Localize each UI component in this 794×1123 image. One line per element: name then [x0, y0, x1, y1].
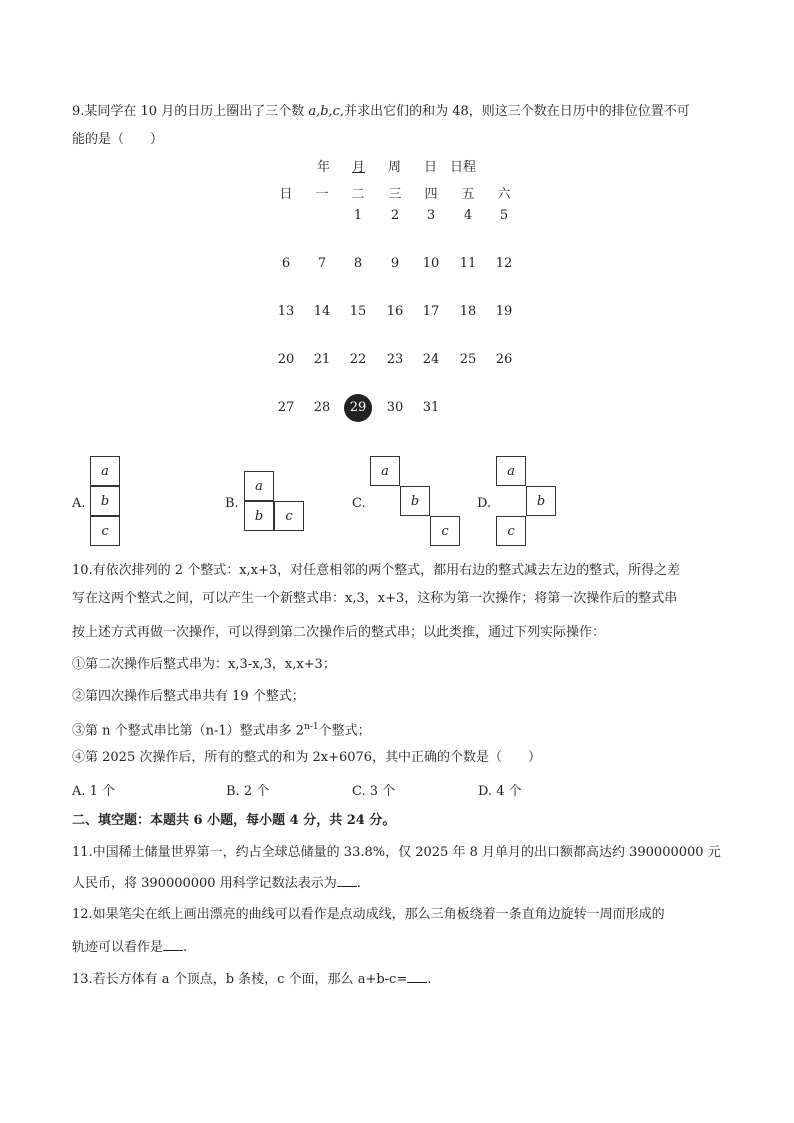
- calendar-day: 2: [390, 208, 400, 223]
- option-cell: a: [244, 471, 274, 501]
- calendar-title-word: 月: [352, 160, 366, 175]
- q10-line2: 写在这两个整式之间，可以产生一个新整式串：x,3，x+3，这称为第一次操作；将第一次操作后的整式串: [72, 591, 678, 606]
- q10-statement-3-sup: n-1: [304, 722, 319, 732]
- calendar-title-word: 日程: [450, 160, 477, 175]
- q10-statement-3-pre: ③第 n 个整式串比第（n-1）整式串多 2: [72, 723, 305, 739]
- calendar-day: 16: [386, 304, 404, 319]
- calendar-day: 6: [281, 256, 291, 271]
- calendar-day: 25: [459, 352, 477, 367]
- q11-answer-blank[interactable]: [337, 874, 357, 887]
- q10-answer-b[interactable]: B. 2 个: [226, 784, 270, 799]
- option-cell: b: [526, 486, 556, 516]
- calendar-day: 30: [386, 400, 404, 415]
- q10-statement-1: ①第二次操作后整式串为：x,3-x,3，x,x+3；: [72, 657, 336, 672]
- q9-line1-vars: a,b,c: [308, 104, 340, 119]
- calendar-weekday: 二: [351, 187, 365, 202]
- calendar-day: 18: [459, 304, 477, 319]
- calendar-day: 17: [422, 304, 440, 319]
- calendar-day: 4: [463, 208, 473, 223]
- q9-line1: [72, 103, 690, 121]
- option-cell: c: [496, 516, 526, 546]
- option-cell: c: [430, 516, 460, 546]
- q9-line2: 能的是（ ）: [72, 132, 164, 147]
- section-2-text: 分。: [364, 813, 396, 828]
- calendar-day: 9: [390, 256, 400, 271]
- calendar-day: 27: [277, 400, 295, 415]
- q10-statement-3: [72, 718, 371, 740]
- section-2-text: 小题，每小题: [202, 813, 290, 828]
- calendar-day: 22: [349, 352, 367, 367]
- q11-line1: 11.中国稀土储量世界第一，约占全球总储量的 33.8%，仅 2025 年 8 月单月的出口额都高达约 390000000 元: [72, 845, 721, 860]
- calendar-day: 19: [495, 304, 513, 319]
- q12-line2-pre: 轨迹可以看作是: [72, 940, 164, 955]
- q9-line1-post: ,并求出它们的和为 48，则这三个数在日历中的排位位置不可: [339, 104, 690, 119]
- calendar-day: 15: [349, 304, 367, 319]
- calendar-weekday: 三: [388, 187, 402, 202]
- q12-line2: [72, 938, 187, 957]
- option-cell: a: [370, 456, 400, 486]
- q10-statement-2: ②第四次操作后整式串共有 19 个整式；: [72, 689, 305, 704]
- calendar-day: 28: [313, 400, 331, 415]
- calendar-weekday: 一: [315, 187, 329, 202]
- option-label: C.: [352, 496, 366, 511]
- q10-line3: 按上述方式再做一次操作，可以得到第二次操作后的整式串；以此类推，通过下列实际操作：: [72, 625, 606, 640]
- option-cell: c: [90, 516, 120, 546]
- q12-line2-post: .: [183, 940, 188, 955]
- option-label: D.: [477, 496, 492, 511]
- q13-post: .: [427, 972, 432, 987]
- q12-line1: 12.如果笔尖在纸上画出漂亮的曲线可以看作是点动成线，那么三角板绕着一条直角边旋转一周而形成的: [72, 907, 665, 922]
- section-2-total: 24: [346, 813, 365, 828]
- q13-line: [72, 970, 431, 989]
- calendar-day: 10: [422, 256, 440, 271]
- option-cell: a: [90, 456, 120, 486]
- calendar-title-word: 周: [388, 160, 402, 175]
- calendar-title-word: 年: [317, 160, 331, 175]
- calendar-day: 7: [317, 256, 327, 271]
- q10-statement-4: ④第 2025 次操作后，所有的整式的和为 2x+6076，其中正确的个数是（ ）: [72, 750, 542, 765]
- option-cell: b: [400, 486, 430, 516]
- q11-line2-pre: 人民币，将 390000000 用科学记数法表示为: [72, 876, 337, 891]
- section-2-text: 二、填空题：本题共: [72, 813, 194, 828]
- calendar-day-highlighted: 29: [349, 400, 367, 415]
- calendar-day: 21: [313, 352, 331, 367]
- q12-answer-blank[interactable]: [163, 938, 183, 951]
- calendar-day: 8: [353, 256, 363, 271]
- option-cell: a: [496, 456, 526, 486]
- section-2-count: 6: [193, 813, 203, 828]
- section-2-text: 分，共: [298, 813, 347, 828]
- calendar-day: 26: [495, 352, 513, 367]
- q10-answer-d[interactable]: D. 4 个: [478, 784, 522, 799]
- calendar-weekday: 日: [279, 187, 293, 202]
- section-2-points: 4: [289, 813, 299, 828]
- q10-answer-c[interactable]: C. 3 个: [352, 784, 396, 799]
- calendar-title-word: 日: [424, 160, 438, 175]
- calendar-day: 14: [313, 304, 331, 319]
- option-cell: c: [274, 501, 304, 531]
- q11-line2-post: .: [356, 876, 361, 891]
- calendar-weekday: 六: [497, 187, 511, 202]
- calendar-day: 20: [277, 352, 295, 367]
- section-2-header: [72, 812, 395, 830]
- calendar-day: 11: [459, 256, 477, 271]
- calendar-day: 24: [422, 352, 440, 367]
- calendar-day: 23: [386, 352, 404, 367]
- option-cell: b: [90, 486, 120, 516]
- calendar-day: 3: [426, 208, 436, 223]
- q10-line1: 10.有依次排列的 2 个整式：x,x+3，对任意相邻的两个整式，都用右边的整式减去左边的整式，所得之差: [72, 563, 681, 578]
- calendar-day: 1: [353, 208, 363, 223]
- option-cell: b: [244, 501, 274, 531]
- option-label: A.: [72, 496, 86, 511]
- calendar-day: 13: [277, 304, 295, 319]
- calendar-weekday: 五: [461, 187, 475, 202]
- q13-answer-blank[interactable]: [407, 970, 427, 983]
- q10-answer-a[interactable]: A. 1 个: [72, 784, 116, 799]
- calendar-day: 12: [495, 256, 513, 271]
- q11-line2: [72, 874, 361, 893]
- q10-statement-3-post: 个整式；: [318, 723, 371, 739]
- q13-text: 13.若长方体有 a 个顶点，b 条棱，c 个面，那么 a+b-c=: [72, 972, 408, 987]
- calendar-day: 5: [499, 208, 509, 223]
- calendar-day: 31: [422, 400, 440, 415]
- option-label: B.: [225, 496, 239, 511]
- q9-line1-pre: 9.某同学在 10 月的日历上圈出了三个数: [72, 104, 309, 119]
- calendar-weekday: 四: [424, 187, 438, 202]
